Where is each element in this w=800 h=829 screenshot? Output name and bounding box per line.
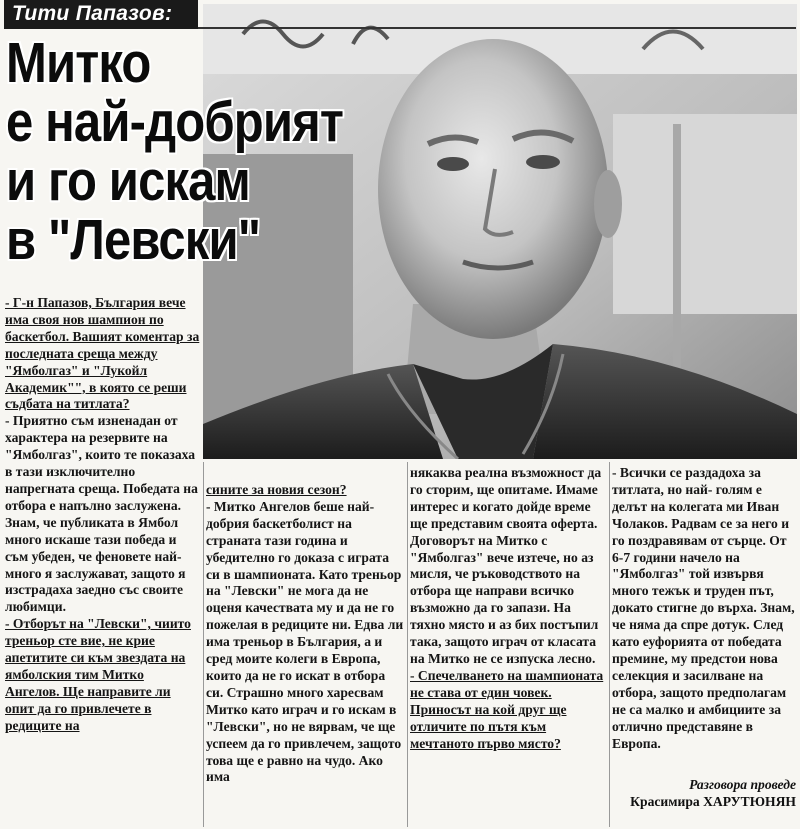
byline-name: Красимира ХАРУТЮНЯН bbox=[630, 793, 796, 809]
interview-question: сините за новия сезон? bbox=[206, 482, 347, 497]
interview-question: - Отборът на "Левски", чиито треньор сте вие, не крие апетитите си към звездата на ямболския тим Митко Ангелов. Ще направите ли опит да го привлечете в редиците на bbox=[5, 616, 191, 733]
column-divider bbox=[609, 462, 610, 827]
article-column-4 bbox=[612, 465, 798, 752]
interview-answer: - Всички се раздадоха за титлата, но най- голям е делът на колегата ми Иван Чолаков. Радвам се за него и го поздравявам от сърце. От 6-7 години начело на "Ямболгаз" той извървя много тежък и труден път, докато стигне до върха. Знам, че няма да спре дотук. След като еуфорията от победата премине, му предстои нова селекция и засилване на отбора, защото предполагам не са малко и амбициите за отлично представяне в Европа. bbox=[612, 465, 795, 751]
article-column-1 bbox=[5, 295, 201, 735]
headline-line: в "Левски" bbox=[6, 208, 261, 272]
headline-line: е най-добрият bbox=[6, 90, 344, 154]
kicker-rule bbox=[198, 27, 796, 29]
interview-answer: - Митко Ангелов беше най-добрия баскетболист на страната тази година и убедително го доказа с играта си в шампионата. Като треньор на "Левски" не мога да не оценя качествата му и да не го пожелая в редиците ни. Едва ли има треньор в България, а и сред моите колеги в Европа, които да не го искат в отбора си. Страшно много харесвам Митко като играч и го искам в "Левски", но не вярвам, че ще успеем да го привлечем, защото това ще е равно на чудо. Ако има bbox=[206, 498, 404, 785]
byline-label: Разговора проведе bbox=[689, 777, 796, 792]
kicker-label bbox=[4, 0, 198, 29]
kicker-text: Тити Папазов: bbox=[12, 2, 173, 25]
article-column-2 bbox=[206, 482, 405, 786]
interview-question: - Спечелването на шампионата не става от един човек. Приносът на кой друг ще отличите по пътя към мечтаното първо място? bbox=[410, 667, 604, 751]
headline-line: Митко bbox=[6, 31, 151, 95]
headline bbox=[6, 31, 344, 272]
article-column-3 bbox=[410, 465, 608, 752]
column-divider bbox=[407, 462, 408, 827]
interview-question: - Г-н Папазов, България вече има своя нов шампион по баскетбол. Вашият коментар за последната среща между "Ямболгаз" и "Лукойл Академик"", в която се реши съдбата на титлата? bbox=[5, 295, 200, 412]
interview-answer: - Приятно съм изненадан от характера на резервите на "Ямболгаз", които те показаха в тази изключително напрегната среща. Победата на отбора е напълно заслужена. Знам, че публиката в Ямбол много искаше тази победа и съм убеден, че феновете най-много я заслужават, защото я изстрадаха заедно със своите любимци. bbox=[5, 413, 198, 615]
interview-answer: някаква реална възможност да го сторим, ще опитаме. Имаме интерес и когато дойде време ще представим своята оферта. Договорът на Митко с "Ямболгаз" вече изтече, но аз мисля, че ръководството на отбора ще направи всичко възможно да го запази. На тяхно място и аз бих постъпил така, защото играч от класата на Митко не се изпуска лесно. bbox=[410, 465, 602, 666]
headline-line: и го искам bbox=[6, 149, 250, 213]
column-divider bbox=[203, 462, 204, 827]
byline bbox=[616, 777, 796, 811]
